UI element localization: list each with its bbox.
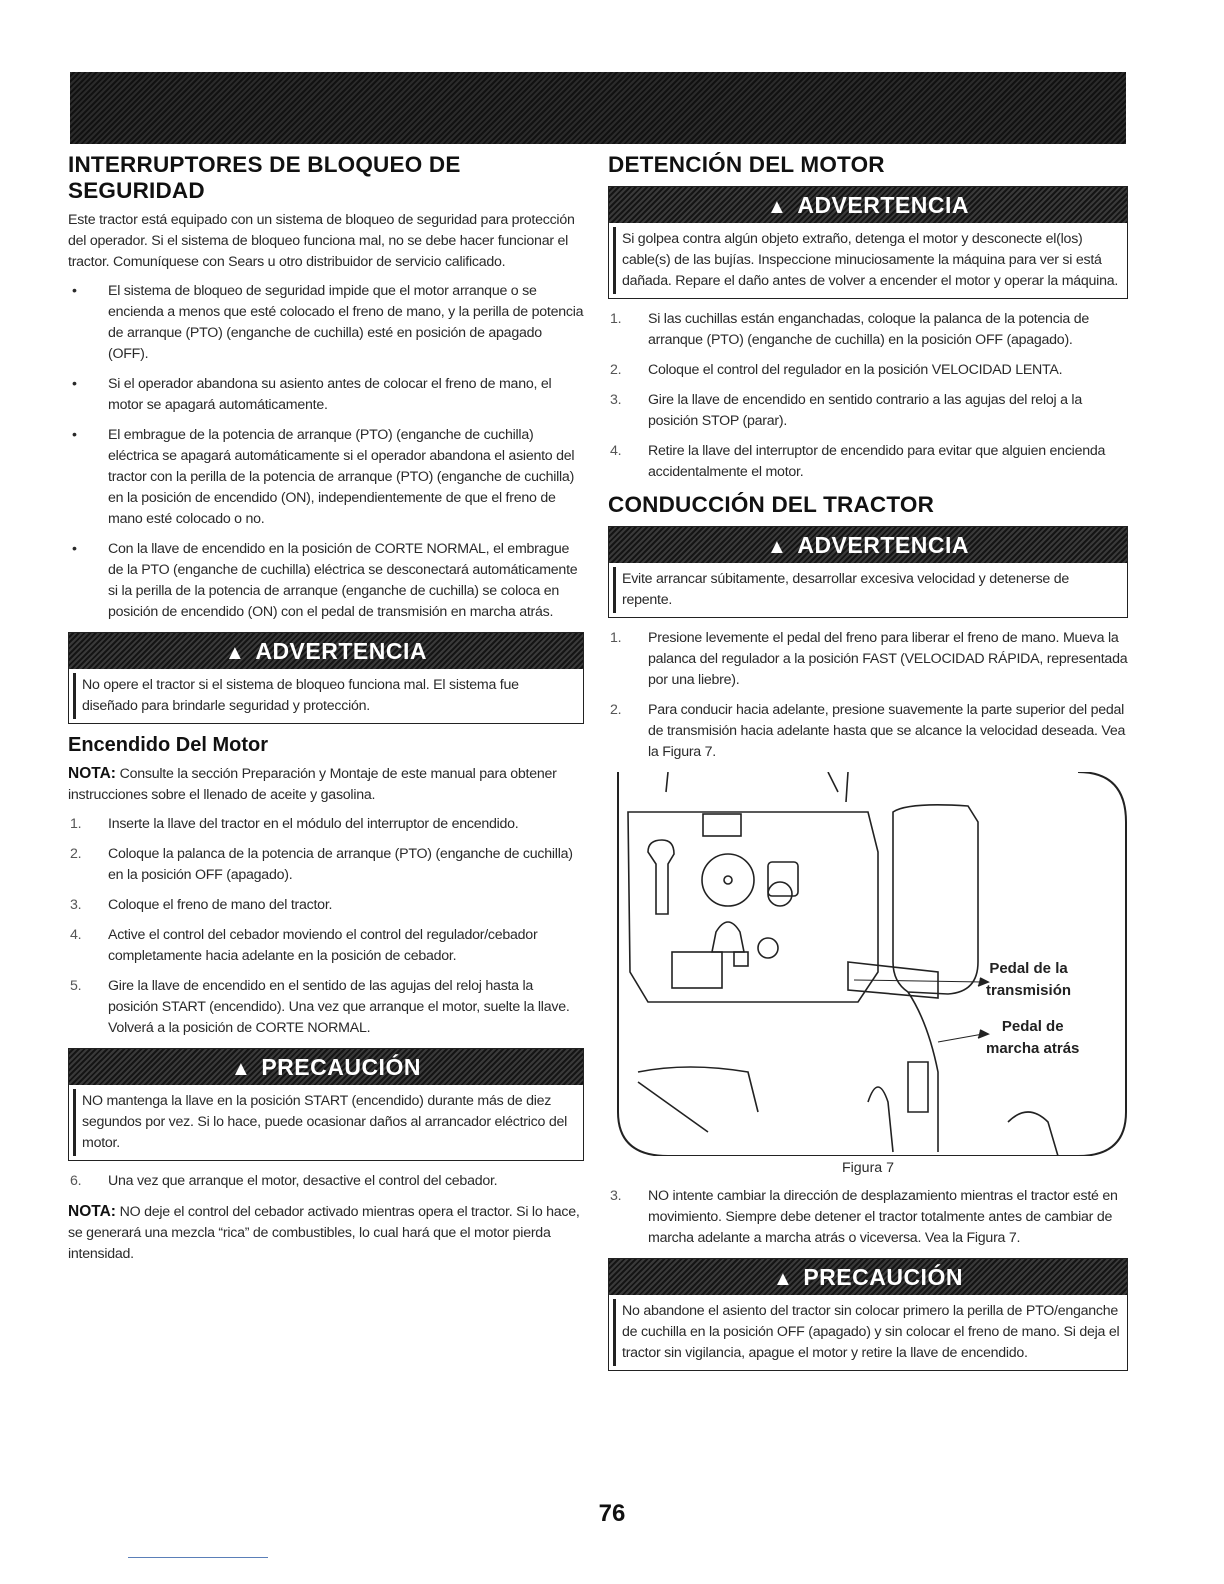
warning-triangle-icon: ▲	[225, 642, 246, 664]
section-title-engine-stop: DETENCIÓN DEL MOTOR	[608, 152, 885, 177]
intro-paragraph: Este tractor está equipado con un sistema de bloqueo de seguridad para protección del operador. Si el sistema de bloqueo funciona mal, no se debe hacer funcionar el tractor. Comuníquese con Sears u otro distribuidor de servicio calificado.	[68, 212, 575, 270]
list-item: 1. Inserte la llave del tractor en el módulo del interruptor de encendido.	[70, 816, 519, 832]
interlock-bullet-list	[68, 281, 584, 623]
warning-box	[68, 632, 584, 724]
figure-7-illustration	[608, 772, 1128, 1156]
section-title-safety-interlock: INTERRUPTORES DE BLOQUEO DE SEGURIDAD	[68, 152, 461, 203]
bullet-item: • El sistema de bloqueo de seguridad impide que el motor arranque o se encienda a menos que esté colocado el freno de mano, y la perilla de potencia de arranque (PTO) (enganche de cuchilla) esté en posición de apagado (OFF).	[72, 283, 584, 362]
warning-text: No opere el tractor si el sistema de bloqueo funciona mal. El sistema fue diseñado para brindarle seguridad y protección.	[73, 673, 583, 719]
caution-header: ▲ PRECAUCIÓN	[609, 1259, 1127, 1295]
caution-text: NO mantenga la llave en la posición START (encendido) durante más de diez segundos por vez. Si lo hace, puede ocasionar daños al arrancador eléctrico del motor.	[73, 1089, 583, 1156]
list-item: 3. Gire la llave de encendido en sentido contrario a las agujas del reloj a la posición STOP (parar).	[610, 392, 1082, 429]
start-steps-list	[68, 814, 584, 1039]
warning-text: Si golpea contra algún objeto extraño, detenga el motor y desconecte el(los) cable(s) de las bujías. Inspeccione minuciosamente la máquina para ver si está dañada. Repare el daño antes de volver a encender el motor y operar la máquina.	[613, 227, 1127, 294]
list-item: 1. Presione levemente el pedal del freno para liberar el freno de mano. Mueva la palanca del regulador a la posición FAST (VELOCIDAD RÁPIDA, representada por una liebre).	[610, 630, 1128, 688]
warning-text: Evite arrancar súbitamente, desarrollar excesiva velocidad y detenerse de repente.	[613, 567, 1127, 613]
warning-header: ▲ ADVERTENCIA	[609, 527, 1127, 563]
list-item: 1. Si las cuchillas están enganchadas, coloque la palanca de la potencia de arranque (PTO) (enganche de cuchilla) en la posición OFF (apagado).	[610, 311, 1090, 348]
header-banner	[70, 72, 1126, 144]
label-reverse-pedal: Pedal de marcha atrás	[986, 1018, 1080, 1057]
caution-box	[68, 1048, 584, 1161]
list-item: 3. NO intente cambiar la dirección de desplazamiento mientras el tractor esté en movimiento. Siempre debe detener el tractor totalmente antes de cambiar de marcha adelante a marcha atrás o viceversa. Vea la Figura 7.	[610, 1188, 1118, 1246]
label-transmission-pedal: Pedal de la transmisión	[986, 960, 1072, 999]
right-column	[608, 152, 1128, 1381]
bullet-item: • Si el operador abandona su asiento antes de colocar el freno de mano, el motor se apagará automáticamente.	[72, 376, 552, 413]
list-item: 2. Coloque la palanca de la potencia de arranque (PTO) (enganche de cuchilla) en la posición OFF (apagado).	[70, 846, 573, 883]
warning-header: ▲ ADVERTENCIA	[69, 633, 583, 669]
drive-steps-list-cont	[608, 1186, 1128, 1249]
warning-box	[608, 526, 1128, 618]
list-item: 6. Una vez que arranque el motor, desactive el control del cebador.	[70, 1173, 498, 1189]
list-item: 4. Retire la llave del interruptor de encendido para evitar que alguien encienda accidentalmente el motor.	[610, 443, 1106, 480]
note-paragraph: NOTA: NO deje el control del cebador activado mientras opera el tractor. Si lo hace, se generará una mezcla “rica” de combustibles, lo cual hará que el motor pierda intensidad.	[68, 1203, 580, 1262]
warning-box	[608, 186, 1128, 299]
list-item: 2. Coloque el control del regulador en la posición VELOCIDAD LENTA.	[610, 362, 1063, 378]
caution-text: No abandone el asiento del tractor sin colocar primero la perilla de PTO/enganche de cuchilla en la posición OFF (apagado) y sin colocar el freno de mano. Si deja el tractor sin vigilancia, apague el motor y retire la llave de encendido.	[613, 1299, 1127, 1366]
caution-box	[608, 1258, 1128, 1371]
warning-triangle-icon: ▲	[231, 1058, 252, 1080]
page-number: 76	[598, 1500, 626, 1527]
figure-caption: Figura 7	[841, 1160, 895, 1176]
footer-rule	[128, 1557, 268, 1558]
list-item: 2. Para conducir hacia adelante, presione suavemente la parte superior del pedal de transmisión hacia adelante hasta que se alcance la velocidad deseada. Vea la Figura 7.	[610, 702, 1126, 760]
list-item: 5. Gire la llave de encendido en el sentido de las agujas del reloj hasta la posición START (encendido). Una vez que arranque el motor, suelte la llave. Volverá a la posición de CORTE NORMAL.	[70, 978, 570, 1036]
bullet-item: • El embrague de la potencia de arranque (PTO) (enganche de cuchilla) eléctrica se apagará automáticamente si el operador abandona el asiento del tractor con la perilla de la potencia de arranque (PTO) (enganche de cuchilla) en la posición de encendido (ON), independientemente de que el freno de mano esté colocado o no.	[72, 427, 575, 527]
warning-triangle-icon: ▲	[773, 1268, 794, 1290]
start-steps-list-cont	[68, 1171, 584, 1192]
subsection-title-engine-start: Encendido Del Motor	[68, 734, 268, 756]
section-title-driving: CONDUCCIÓN DEL TRACTOR	[608, 492, 935, 517]
drive-steps-list	[608, 628, 1128, 763]
warning-header: ▲ ADVERTENCIA	[609, 187, 1127, 223]
left-column	[68, 152, 584, 1273]
list-item: 4. Active el control del cebador moviendo el control del regulador/cebador completamente hacia adelante en la posición de cebador.	[70, 927, 538, 964]
warning-triangle-icon: ▲	[767, 196, 788, 218]
stop-steps-list	[608, 309, 1128, 483]
warning-triangle-icon: ▲	[767, 536, 788, 558]
note-paragraph: NOTA: Consulte la sección Preparación y Montaje de este manual para obtener instrucciones sobre el llenado de aceite y gasolina.	[68, 765, 557, 803]
list-item: 3. Coloque el freno de mano del tractor.	[70, 897, 333, 913]
bullet-item: • Con la llave de encendido en la posición de CORTE NORMAL, el embrague de la PTO (enganche de cuchilla) eléctrica se desconectará automáticamente si la perilla de la potencia de arranque (enganche de cuchilla) se coloca en posición de encendido (ON) con el pedal de transmisión en marcha atrás.	[72, 541, 578, 620]
caution-header: ▲ PRECAUCIÓN	[69, 1049, 583, 1085]
